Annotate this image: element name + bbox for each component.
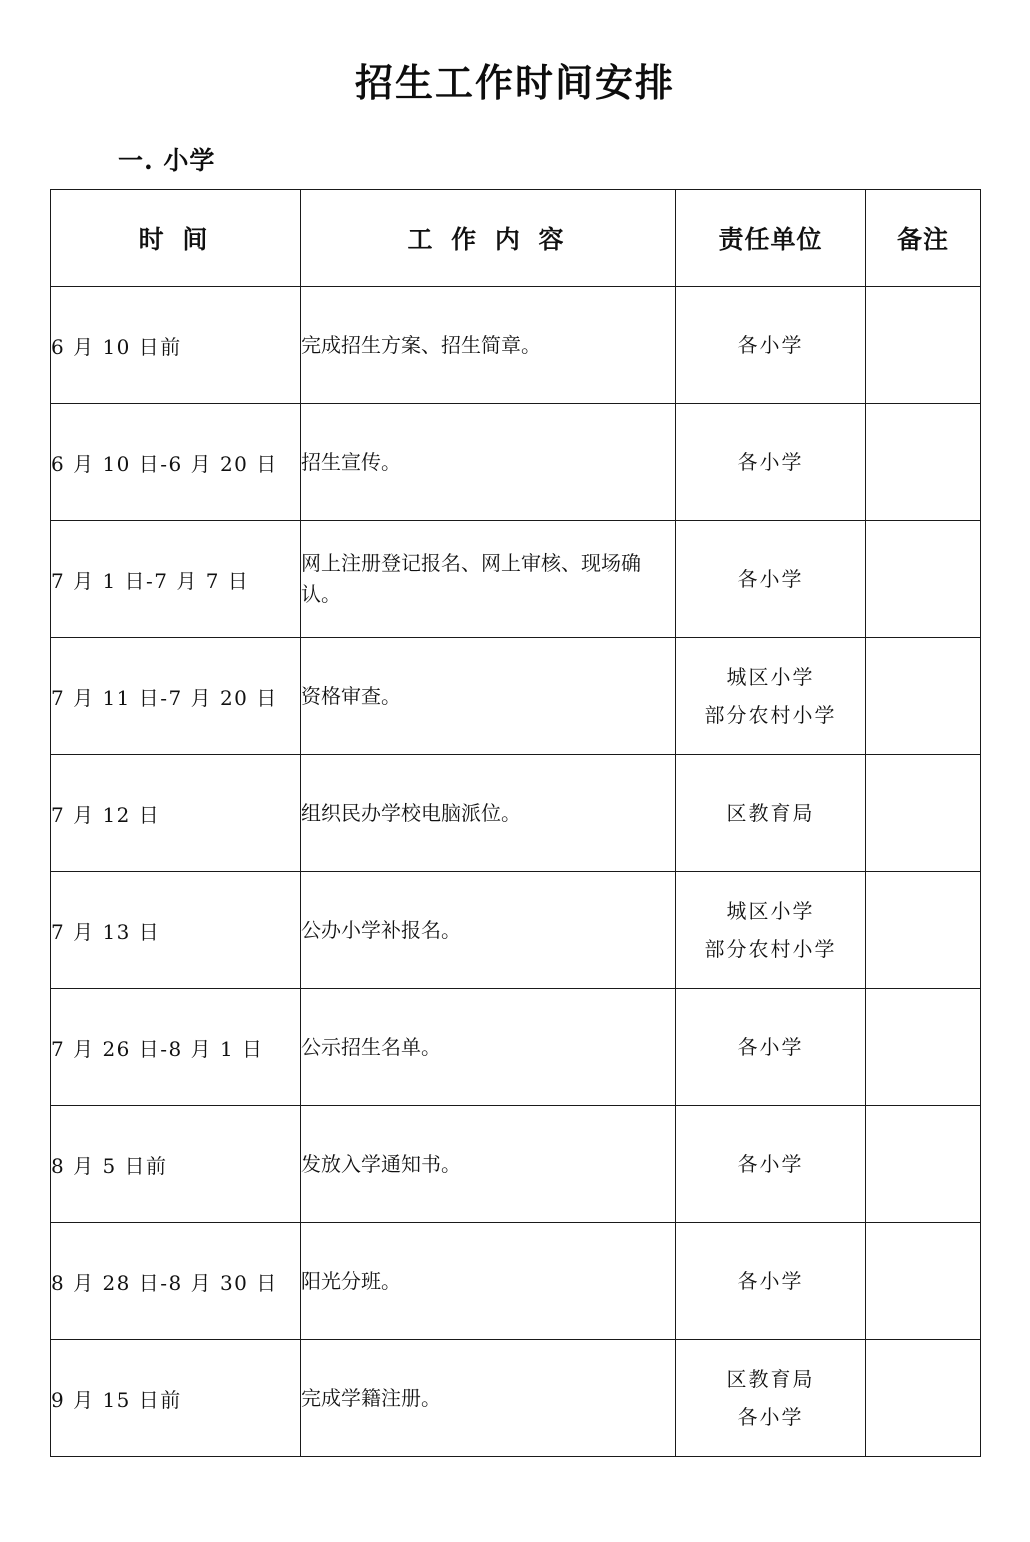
cell-remark [866,755,981,872]
cell-responsible-unit [676,521,866,638]
cell-remark [866,521,981,638]
cell-time: 7 月 11 日-7 月 20 日 [51,638,301,755]
cell-work: 组织民办学校电脑派位。 [301,755,676,872]
table-row [51,872,981,989]
document-page [0,52,1030,1542]
table-body [51,287,981,1457]
table-header-row [51,190,981,287]
table-row [51,1106,981,1223]
table-row [51,287,981,404]
cell-remark [866,287,981,404]
responsible-unit-line: 城区小学 [726,665,815,689]
cell-responsible-unit [676,287,866,404]
responsible-unit-line: 城区小学 [726,899,815,923]
table-header [51,190,981,287]
responsible-unit-line: 部分农村小学 [704,937,837,961]
cell-work: 阳光分班。 [301,1223,676,1340]
cell-remark [866,638,981,755]
responsible-unit-line: 各小学 [737,1152,804,1176]
cell-work: 公示招生名单。 [301,989,676,1106]
cell-responsible-unit [676,404,866,521]
responsible-unit-line: 部分农村小学 [704,703,837,727]
cell-responsible-unit [676,1340,866,1457]
cell-responsible-unit [676,755,866,872]
table-row [51,1340,981,1457]
table-row [51,521,981,638]
cell-responsible-unit [676,638,866,755]
schedule-table [50,189,981,1457]
cell-time: 8 月 5 日前 [51,1106,301,1223]
responsible-unit-line: 各小学 [737,1035,804,1059]
cell-time: 7 月 12 日 [51,755,301,872]
page-title: 招生工作时间安排 [354,60,675,105]
cell-time: 6 月 10 日-6 月 20 日 [51,404,301,521]
cell-remark [866,872,981,989]
cell-work: 完成学籍注册。 [301,1340,676,1457]
cell-responsible-unit [676,1106,866,1223]
responsible-unit-line: 区教育局 [726,801,815,825]
cell-remark [866,1223,981,1340]
column-header-work: 工 作 内 容 [301,190,676,287]
responsible-unit-line: 各小学 [737,1269,804,1293]
column-header-remark: 备注 [866,190,981,287]
section-heading: 一. 小学 [118,146,216,175]
table-row [51,404,981,521]
cell-remark [866,989,981,1106]
column-header-unit: 责任单位 [676,190,866,287]
responsible-unit-line: 各小学 [737,567,804,591]
cell-remark [866,1106,981,1223]
cell-responsible-unit [676,872,866,989]
cell-responsible-unit [676,989,866,1106]
cell-work: 完成招生方案、招生简章。 [301,287,676,404]
cell-work: 资格审查。 [301,638,676,755]
table-row [51,638,981,755]
cell-work: 招生宣传。 [301,404,676,521]
cell-remark [866,404,981,521]
responsible-unit-line: 各小学 [737,450,804,474]
responsible-unit-line: 各小学 [737,1405,804,1429]
cell-time: 7 月 13 日 [51,872,301,989]
table-row [51,1223,981,1340]
cell-remark [866,1340,981,1457]
responsible-unit-line: 各小学 [737,333,804,357]
table-row [51,989,981,1106]
cell-work: 发放入学通知书。 [301,1106,676,1223]
cell-time: 7 月 1 日-7 月 7 日 [51,521,301,638]
cell-time: 7 月 26 日-8 月 1 日 [51,989,301,1106]
table-row [51,755,981,872]
cell-responsible-unit [676,1223,866,1340]
cell-work: 网上注册登记报名、网上审核、现场确认。 [301,521,676,638]
cell-work: 公办小学补报名。 [301,872,676,989]
cell-time: 8 月 28 日-8 月 30 日 [51,1223,301,1340]
cell-time: 6 月 10 日前 [51,287,301,404]
column-header-time: 时 间 [51,190,301,287]
cell-time: 9 月 15 日前 [51,1340,301,1457]
responsible-unit-line: 区教育局 [726,1367,815,1391]
